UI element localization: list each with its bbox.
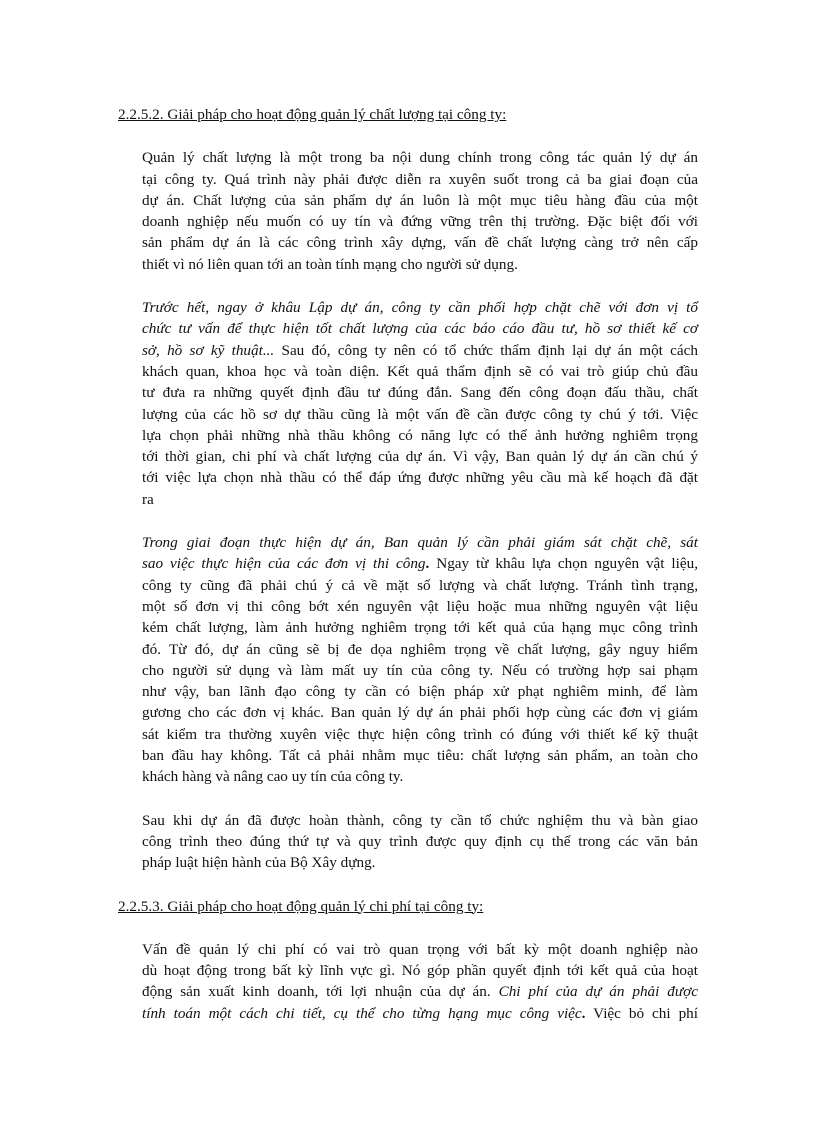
text-line (118, 340, 698, 361)
text-line: một số đơn vị thi công bớt xén nguyên vật liệu hoặc mua những nguyên vật liệu (142, 597, 698, 615)
text-line (118, 1003, 698, 1024)
text-line: khách quan, khoa học và toàn diện. Kết quả thẩm định sẽ có vai trò giúp chủ đầu (142, 362, 698, 380)
paragraph-quality-handover (118, 810, 698, 874)
text-line: Quản lý chất lượng là một trong ba nội dung chính trong công tác quản lý dự án (142, 149, 698, 167)
section-heading-quality: 2.2.5.2. Giải pháp cho hoạt động quản lý chất lượng tại công ty: (118, 106, 507, 123)
text-run: động sản xuất kinh doanh, tới lợi nhuận của dự án. (142, 983, 499, 1001)
italic-text: Trước hết, ngay ở khâu Lập dự án, công ty cần phối hợp chặt chẽ với đơn vị tổ (142, 299, 698, 317)
text-line: sát kiểm tra thường xuyên việc thực hiện công trình có đúng với thiết kế kỹ thuật (142, 725, 698, 743)
italic-text: tính toán một cách chi tiết, cụ thể cho từng hạng mục công việc (142, 1004, 582, 1022)
text-line (118, 297, 698, 318)
text-line: tới việc lựa chọn nhà thầu có thể đáp ứng được những yêu cầu mà kế hoạch đã đặt (142, 469, 698, 487)
text-run: Ngay từ khâu lựa chọn nguyên vật liệu, (429, 555, 698, 573)
text-line: như vậy, ban lãnh đạo công ty cần có biện pháp xử phạt nghiêm minh, để làm (142, 683, 698, 701)
text-line: khách hàng và nâng cao uy tín của công ty. (142, 768, 404, 786)
text-line: ra (142, 490, 154, 508)
text-run: Sau đó, công ty nên có tổ chức thẩm định lại dự án một cách (274, 341, 698, 359)
text-line: thiết vì nó liên quan tới an toàn tính mạng cho người sử dụng. (142, 255, 518, 273)
text-line: gương cho các đơn vị khác. Ban quản lý dự án phải phối hợp cùng các đơn vị giám (142, 704, 698, 722)
text-line (118, 553, 698, 574)
paragraph-quality-planning (118, 297, 698, 510)
bold-period: . (425, 555, 430, 573)
section-heading-cost: 2.2.5.3. Giải pháp cho hoạt động quản lý chi phí tại công ty: (118, 897, 484, 915)
italic-text: Chi phí của dự án phải được (498, 983, 698, 1001)
text-run: Việc bỏ chi phí (585, 1004, 698, 1022)
bold-period: . (581, 1004, 586, 1022)
text-line: kém chất lượng, làm ảnh hưởng nghiêm trọng tới kết quả của hạng mục công trình (142, 619, 698, 637)
text-line: tới thời gian, chi phí và chất lượng của dự án. Vì vậy, Ban quản lý dự án cần chú ý (142, 448, 698, 466)
text-line: lựa chọn phải những nhà thầu không có năng lực có thể ảnh hưởng nghiêm trọng (142, 426, 698, 444)
text-line: tại công ty. Quá trình này phải được diễn ra xuyên suốt trong cả ba giai đoạn của (142, 170, 698, 188)
text-line: dù hoạt động trong bất kỳ lĩnh vực gì. Nó góp phần quyết định tới kết quả của hoạt (142, 962, 698, 980)
text-line: pháp luật hiện hành của Bộ Xây dựng. (142, 854, 376, 872)
text-line (118, 981, 698, 1002)
text-line: ban đầu hay không. Tất cả phải nhằm mục tiêu: chất lượng sản phẩm, an toàn cho (142, 747, 698, 765)
italic-text: sở, hồ sơ kỹ thuật... (142, 341, 275, 359)
text-line: dự án. Chất lượng của sản phẩm dự án luôn là một mục tiêu hàng đầu của một (142, 191, 698, 209)
text-line: doanh nghiệp nếu muốn có uy tín và đứng vững trên thị trường. Đặc biệt đối với (142, 213, 698, 231)
text-line (118, 532, 698, 553)
text-line: tư đưa ra những quyết định đầu tư đúng đắn. Sang đến công đoạn đấu thầu, chất (142, 384, 698, 402)
italic-text: sao việc thực hiện của các đơn vị thi công (142, 555, 426, 573)
text-line: Vấn đề quản lý chi phí có vai trò quan trọng với bất kỳ một doanh nghiệp nào (142, 940, 698, 958)
document-page (118, 104, 698, 1024)
italic-text: Trong giai đoạn thực hiện dự án, Ban quản lý cần phải giám sát chặt chẽ, sát (142, 534, 698, 552)
text-line: công trình theo đúng thứ tự và quy trình được quy định cụ thể trong các văn bản (142, 832, 698, 850)
paragraph-quality-intro (118, 147, 698, 275)
text-line: lượng của các hồ sơ dự thầu cũng là một vấn đề cần được công ty chú ý tới. Việc (142, 405, 698, 423)
text-line (118, 318, 698, 339)
text-line: Sau khi dự án đã được hoàn thành, công ty cần tổ chức nghiệm thu và bàn giao (142, 811, 698, 829)
text-line: công ty cũng đã phải chú ý cả về mặt số lượng và chất lượng. Tránh tình trạng, (142, 576, 698, 594)
text-line: cho người sử dụng và làm mất uy tín của công ty. Nếu có trường hợp sai phạm (142, 661, 698, 679)
text-line: sản phẩm dự án là các công trình xây dựng, vấn đề chất lượng càng trở nên cấp (142, 234, 698, 252)
paragraph-cost-intro (118, 939, 698, 1024)
paragraph-quality-execution (118, 532, 698, 788)
italic-text: chức tư vấn để thực hiện tốt chất lượng của các báo cáo đầu tư, hồ sơ thiết kế cơ (142, 320, 698, 338)
text-line: đó. Từ đó, dự án cũng sẽ bị đe dọa nghiêm trọng về chất lượng, gây nguy hiểm (142, 640, 698, 658)
